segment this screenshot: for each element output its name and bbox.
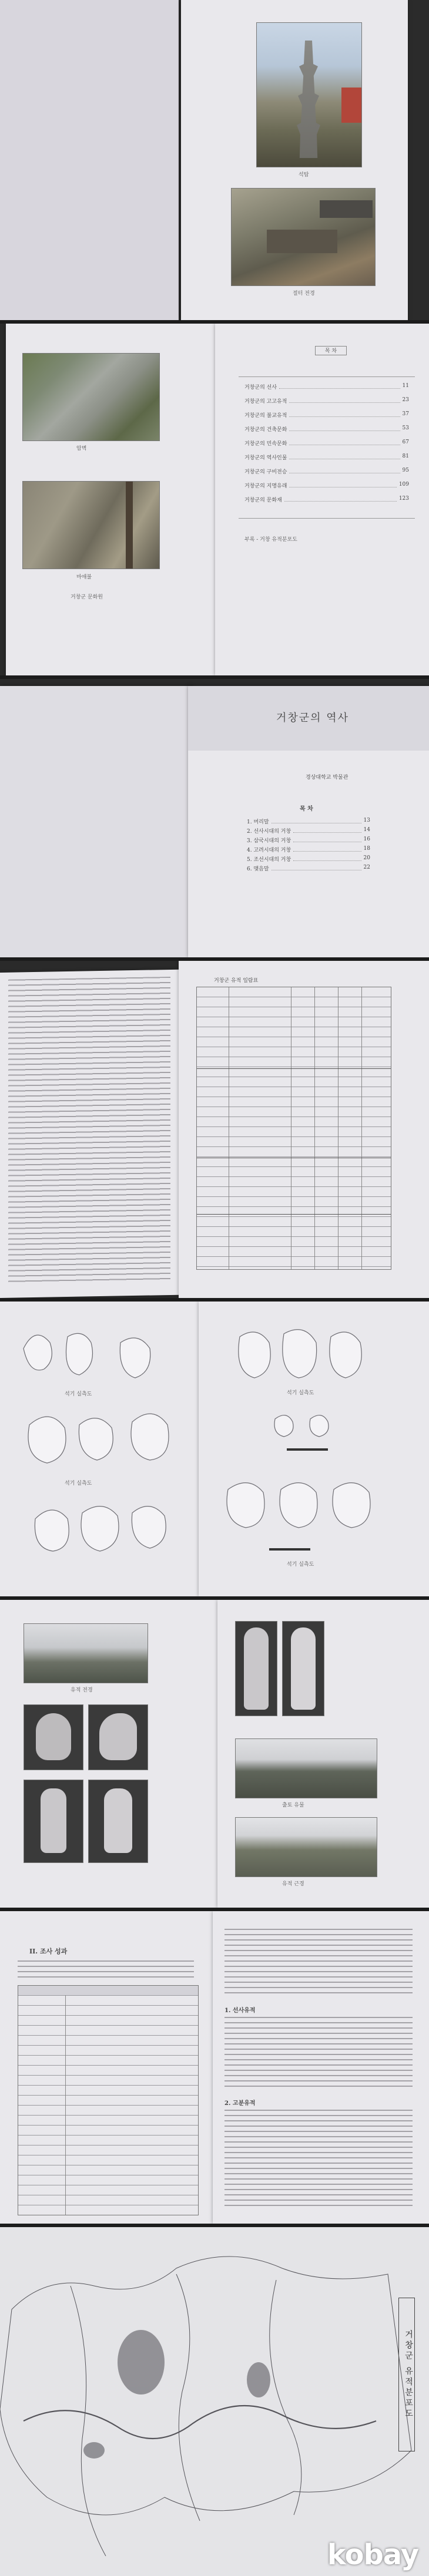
artifact-drawing bbox=[310, 1415, 329, 1437]
section-heading: II. 조사 성과 bbox=[29, 1948, 68, 1955]
toc-header: 목 차 bbox=[300, 806, 313, 812]
ruins-wall-icon bbox=[267, 230, 337, 253]
chapter-title: 거창군의 역사 bbox=[276, 712, 350, 724]
spread-2 bbox=[0, 324, 429, 675]
artifact-drawing bbox=[66, 1333, 93, 1375]
buddha-relief-photo bbox=[22, 481, 160, 569]
left-page bbox=[0, 1600, 217, 1908]
artifact-photo bbox=[88, 1704, 148, 1770]
left-page bbox=[6, 324, 215, 675]
body-text bbox=[224, 1929, 413, 1993]
body-text bbox=[18, 1960, 194, 1978]
artifact-drawing bbox=[283, 1330, 317, 1378]
toc-item[interactable]: 거창군의 선사 11 bbox=[244, 383, 409, 391]
site-cluster-icon bbox=[83, 2442, 105, 2459]
toc-item[interactable]: 4. 고려시대의 거창 18 bbox=[247, 846, 370, 853]
photo-caption: 출토 유물 bbox=[282, 1802, 304, 1808]
figure-caption: 석기 실측도 bbox=[287, 1562, 314, 1568]
kobay-watermark: kobay bbox=[327, 2538, 418, 2571]
spread-4 bbox=[0, 961, 429, 1298]
artifact-drawings-left bbox=[0, 1302, 199, 1596]
left-page bbox=[0, 686, 193, 957]
ruins-caption: 절터 전경 bbox=[293, 291, 315, 297]
artifact-drawing bbox=[24, 1335, 52, 1370]
body-text bbox=[224, 2110, 413, 2210]
left-footer: 거창군 문화원 bbox=[71, 594, 103, 600]
site-cluster-icon bbox=[118, 2330, 165, 2395]
scale-bar bbox=[287, 1448, 328, 1451]
site-distribution-map bbox=[0, 2227, 429, 2576]
photo-caption: 유적 전경 bbox=[71, 1687, 93, 1693]
artifact-drawing bbox=[120, 1338, 150, 1378]
river-line bbox=[24, 2406, 376, 2439]
toc-item[interactable]: 거창군의 민속문화 67 bbox=[244, 439, 409, 447]
artifact-drawing bbox=[239, 1332, 270, 1378]
artifact-drawing bbox=[330, 1332, 361, 1378]
spread-8 bbox=[0, 2227, 429, 2576]
body-text bbox=[8, 977, 170, 1285]
artifact-drawings-right bbox=[199, 1302, 429, 1596]
right-page bbox=[181, 0, 408, 320]
right-page bbox=[213, 1911, 429, 2224]
rockface-photo bbox=[22, 353, 160, 441]
toc-item[interactable]: 6. 맺음말 22 bbox=[247, 865, 370, 872]
left-page bbox=[0, 0, 179, 320]
toc-list bbox=[239, 376, 415, 519]
body-text bbox=[224, 2017, 413, 2087]
toc-header-box: 목 차 bbox=[315, 346, 347, 355]
artifact-drawing bbox=[79, 1418, 113, 1460]
right-page bbox=[179, 961, 429, 1298]
left-page bbox=[0, 970, 179, 1298]
toc-item[interactable]: 거창군의 불교유적 37 bbox=[244, 411, 409, 419]
hillside-photo bbox=[235, 1817, 377, 1877]
right-page bbox=[215, 324, 429, 675]
spread-5 bbox=[0, 1302, 429, 1596]
spread-7 bbox=[0, 1911, 429, 2224]
artifact-drawing bbox=[333, 1483, 370, 1528]
left-page bbox=[0, 1302, 199, 1596]
artifact-drawing bbox=[28, 1417, 66, 1463]
artifact-icon bbox=[41, 1788, 66, 1853]
map-sheet bbox=[0, 2227, 429, 2576]
artifact-icon bbox=[99, 1713, 137, 1760]
artifact-drawing bbox=[132, 1506, 166, 1548]
author-line: 경상대학교 박물관 bbox=[306, 775, 348, 781]
right-page bbox=[217, 1600, 429, 1908]
tree-icon bbox=[126, 482, 133, 569]
artifact-photo bbox=[282, 1621, 324, 1716]
artifact-icon bbox=[291, 1627, 316, 1710]
road-line bbox=[176, 2274, 200, 2521]
artifact-icon bbox=[104, 1788, 132, 1853]
artifact-icon bbox=[244, 1627, 269, 1710]
spread-1 bbox=[0, 0, 429, 320]
scale-bar bbox=[269, 1548, 310, 1551]
site-table bbox=[196, 987, 391, 1270]
toc-item[interactable]: 거창군의 문화재 123 bbox=[244, 496, 409, 503]
rockface-caption: 암벽 bbox=[76, 446, 87, 452]
artifact-photo bbox=[235, 1621, 277, 1716]
field-photo bbox=[235, 1738, 377, 1798]
artifact-drawing bbox=[131, 1414, 169, 1460]
artifact-photo bbox=[24, 1704, 83, 1770]
toc-item[interactable]: 3. 삼국시대의 거창 16 bbox=[247, 836, 370, 844]
figure-caption: 석기 실측도 bbox=[65, 1391, 92, 1397]
ruins-photo bbox=[231, 188, 376, 286]
map-title-box: 거창군 유적분포도 bbox=[398, 2298, 415, 2451]
toc-item[interactable]: 1. 머리말 13 bbox=[247, 818, 370, 825]
figure-caption: 석기 실측도 bbox=[287, 1390, 314, 1396]
spread-6 bbox=[0, 1600, 429, 1908]
pagoda-icon bbox=[297, 41, 320, 158]
table-title: 거창군 유적 일람표 bbox=[214, 978, 259, 984]
ruins-roof-icon bbox=[320, 200, 373, 218]
left-page bbox=[0, 1911, 213, 2224]
section-heading: 1. 선사유적 bbox=[224, 2007, 256, 2014]
survey-table bbox=[18, 1985, 199, 2215]
section-heading: 2. 고분유적 bbox=[224, 2100, 256, 2107]
toc-item[interactable]: 거창군의 역사인물 81 bbox=[244, 453, 409, 461]
right-page bbox=[188, 686, 429, 957]
road-line bbox=[270, 2280, 301, 2515]
toc-item[interactable]: 2. 선사시대의 거창 14 bbox=[247, 827, 370, 835]
toc-appendix: 부록 - 거창 유적분포도 bbox=[244, 537, 297, 543]
artifact-icon bbox=[36, 1713, 71, 1760]
pagoda-caption: 석탑 bbox=[299, 172, 309, 178]
site-cluster-icon bbox=[247, 2362, 270, 2397]
artifact-drawing bbox=[227, 1483, 264, 1528]
toc-list bbox=[247, 818, 370, 876]
spread-3 bbox=[0, 679, 429, 957]
artifact-drawing bbox=[35, 1510, 69, 1551]
toc-item[interactable]: 거창군의 고고유적 23 bbox=[244, 397, 409, 405]
toc-item[interactable]: 거창군의 건축문화 53 bbox=[244, 425, 409, 433]
buddha-caption: 마애불 bbox=[76, 574, 92, 580]
landscape-photo bbox=[24, 1623, 148, 1683]
artifact-photo bbox=[88, 1780, 148, 1863]
artifact-drawing bbox=[274, 1415, 293, 1437]
toc-item[interactable]: 거창군의 구비전승 95 bbox=[244, 468, 409, 475]
artifact-drawing bbox=[81, 1506, 119, 1551]
road-line bbox=[71, 2286, 106, 2556]
artifact-photo bbox=[24, 1780, 83, 1863]
toc-item[interactable]: 5. 조선시대의 거창 20 bbox=[247, 855, 370, 863]
toc-item[interactable]: 거창군의 지명유래 109 bbox=[244, 482, 409, 489]
figure-caption: 석기 실측도 bbox=[65, 1481, 92, 1487]
artifact-drawing bbox=[280, 1483, 317, 1528]
right-page bbox=[199, 1302, 429, 1596]
county-boundary bbox=[0, 2256, 411, 2515]
pagoda-photo bbox=[256, 22, 362, 167]
red-building-icon bbox=[341, 88, 361, 123]
photo-caption: 유적 근경 bbox=[282, 1881, 304, 1887]
